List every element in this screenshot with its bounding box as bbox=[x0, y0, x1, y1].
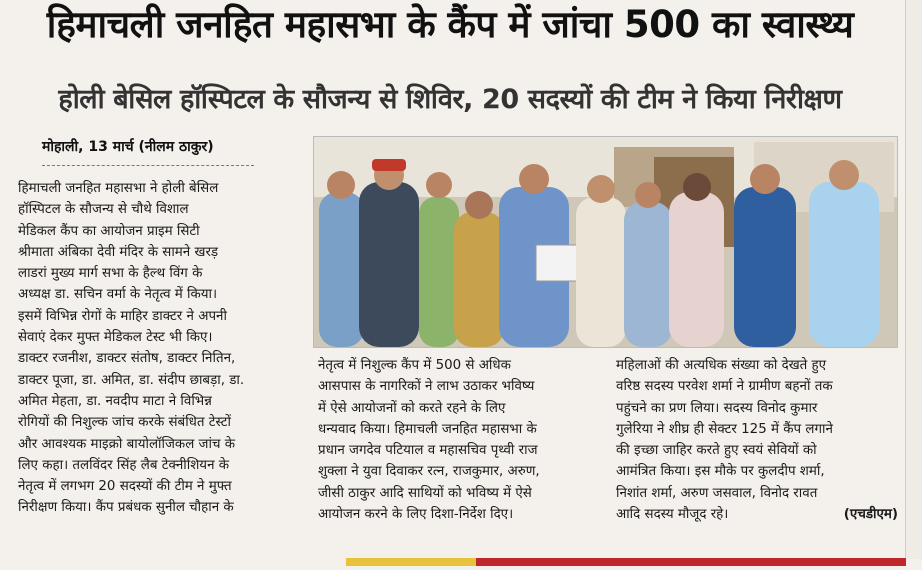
article-line: में ऐसे आयोजनों को करते रहने के लिए bbox=[318, 400, 506, 416]
headline: हिमाचली जनहित महासभा के कैंप में जांचा 500 का स्वास्थ्य bbox=[46, 3, 854, 46]
article-line: आमंत्रित किया। इस मौके पर कुलदीप शर्मा, bbox=[616, 464, 825, 480]
article-line: अमित मेहता, डा. नवदीप माटा ने विभिन्न bbox=[18, 393, 212, 409]
dateline: मोहाली, 13 मार्च (नीलम ठाकुर) bbox=[42, 139, 214, 155]
article-line: जीसी ठाकुर आदि साथियों को भविष्य में ऐसे bbox=[318, 485, 532, 501]
article-line: शुक्ला ने युवा दिवाकर रत्न, राजकुमार, अरुण, bbox=[318, 464, 540, 480]
article-line: इसमें विभिन्न रोगों के माहिर डाक्टर ने अपनी bbox=[18, 308, 227, 324]
article-line: धन्यवाद किया। हिमाचली जनहित महासभा के bbox=[318, 421, 537, 437]
article-line: नेतृत्व में निशुल्क कैंप में 500 से अधिक bbox=[318, 358, 511, 373]
article-line: आसपास के नागरिकों ने लाभ उठाकर भविष्य bbox=[318, 379, 535, 395]
article-line: श्रीमाता अंबिका देवी मंदिर के सामने खरड़ bbox=[18, 244, 219, 260]
group-photo-illustration bbox=[314, 137, 897, 347]
color-bar-graphic bbox=[346, 558, 906, 566]
article-line: गुलेरिया ने शीघ्र ही सेक्टर 125 में कैंप लगाने bbox=[616, 421, 833, 437]
article-column-3 bbox=[616, 355, 898, 525]
article-line: की इच्छा जाहिर करते हुए स्वयं सेवियों को bbox=[616, 443, 817, 459]
article-column-1 bbox=[18, 178, 300, 519]
article-line: नेतृत्व में लगभग 20 सदस्यों की टीम ने मुफ्त bbox=[18, 479, 232, 495]
article-line: आदि सदस्य मौजूद रहे। (एचडीएम) bbox=[616, 504, 898, 525]
article-column-2 bbox=[318, 355, 600, 525]
article-line: प्रधान जगदेव पटियाल व महासचिव पृथ्वी राज bbox=[318, 443, 538, 459]
news-photo bbox=[313, 136, 898, 348]
article-line: सेवाएं देकर मुफ्त मेडिकल टेस्ट भी किए। bbox=[18, 330, 213, 346]
article-line: निरीक्षण किया। कैंप प्रबंधक सुनील चौहान के bbox=[18, 500, 234, 516]
article-line: और आवश्यक माइक्रो बायोलॉजिकल जांच के bbox=[18, 436, 235, 452]
subheadline: होली बेसिल हॉस्पिटल के सौजन्य से शिविर, 20 सदस्यों की टीम ने किया निरीक्षण bbox=[58, 84, 842, 115]
article-line: पहुंचने का प्रण लिया। सदस्य विनोद कुमार bbox=[616, 400, 818, 416]
bottom-color-bar bbox=[346, 551, 906, 559]
article-line: निशांत शर्मा, अरुण जसवाल, विनोद रावत bbox=[616, 485, 818, 501]
adjacent-article-edge bbox=[905, 0, 922, 559]
article-line: लिए कहा। तलविंदर सिंह लैब टेक्नीशियन के bbox=[18, 457, 230, 473]
article-line: रोगियों की निशुल्क जांच करके संबंधित टेस्टों bbox=[18, 415, 231, 431]
article-line: अध्यक्ष डा. सचिन वर्मा के नेतृत्व में किया। bbox=[18, 287, 218, 303]
article-line: डाक्टर रजनीश, डाक्टर संतोष, डाक्टर नितिन, bbox=[18, 351, 236, 367]
dateline-divider bbox=[42, 165, 254, 166]
article-line: डाक्टर पूजा, डा. अमित, डा. संदीप छाबड़ा, डा. bbox=[18, 372, 245, 388]
article-line: हॉस्पिटल के सौजन्य से चौथे विशाल bbox=[18, 202, 189, 218]
article-line: आयोजन करने के लिए दिशा-निर्देश दिए। bbox=[318, 507, 514, 523]
article-line: वरिष्ठ सदस्य परवेश शर्मा ने ग्रामीण बहनों तक bbox=[616, 379, 833, 395]
article-line: महिलाओं की अत्यधिक संख्या को देखते हुए bbox=[616, 358, 827, 373]
article-line: मेडिकल कैंप का आयोजन प्राइम सिटी bbox=[18, 223, 200, 239]
article-line: हिमाचली जनहित महासभा ने होली बेसिल bbox=[18, 181, 219, 196]
byline-credit: (एचडीएम) bbox=[843, 507, 898, 523]
article-line: लाडरां मुख्य मार्ग सभा के हैल्थ विंग के bbox=[18, 266, 203, 282]
